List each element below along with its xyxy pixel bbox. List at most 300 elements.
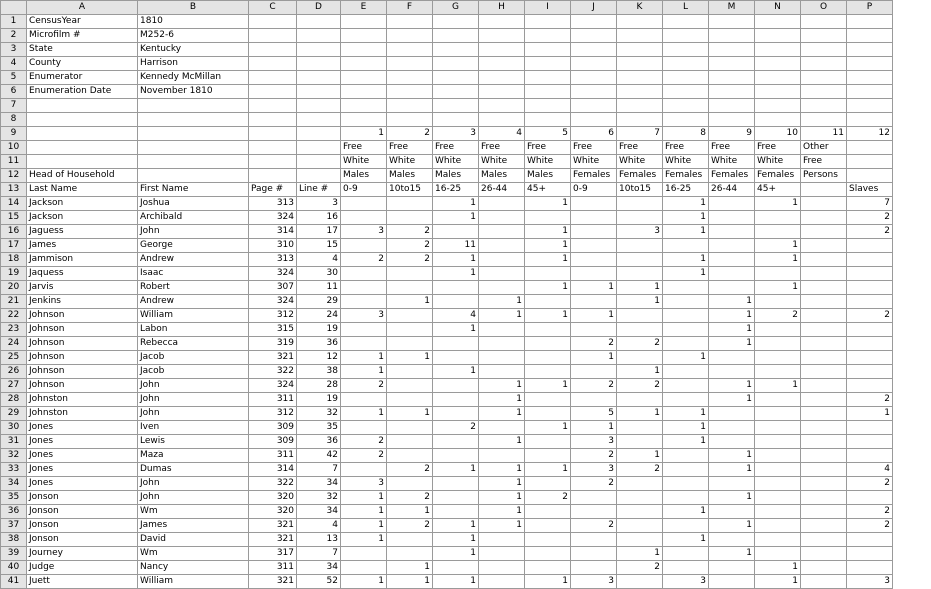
cell-f3[interactable] (387, 43, 433, 57)
cell-m27[interactable]: 1 (709, 379, 755, 393)
cell-k41[interactable] (617, 575, 663, 589)
cell-p18[interactable] (847, 253, 893, 267)
cell-g7[interactable] (433, 99, 479, 113)
cell-f40[interactable]: 1 (387, 561, 433, 575)
cell-m6[interactable] (709, 85, 755, 99)
cell-i18[interactable]: 1 (525, 253, 571, 267)
cell-c9[interactable] (249, 127, 297, 141)
cell-p38[interactable] (847, 533, 893, 547)
cell-j26[interactable] (571, 365, 617, 379)
column-header-d[interactable]: D (297, 1, 341, 15)
cell-b24[interactable]: Rebecca (138, 337, 249, 351)
cell-p16[interactable]: 2 (847, 225, 893, 239)
cell-b21[interactable]: Andrew (138, 295, 249, 309)
cell-b16[interactable]: John (138, 225, 249, 239)
cell-e7[interactable] (341, 99, 387, 113)
cell-f37[interactable]: 2 (387, 519, 433, 533)
cell-o24[interactable] (801, 337, 847, 351)
cell-p15[interactable]: 2 (847, 211, 893, 225)
cell-d10[interactable] (297, 141, 341, 155)
cell-c7[interactable] (249, 99, 297, 113)
cell-a6[interactable]: Enumeration Date (27, 85, 138, 99)
cell-k7[interactable] (617, 99, 663, 113)
cell-a15[interactable]: Jackson (27, 211, 138, 225)
cell-d13[interactable]: Line # (297, 183, 341, 197)
cell-f25[interactable]: 1 (387, 351, 433, 365)
cell-d27[interactable]: 28 (297, 379, 341, 393)
row-header[interactable]: 15 (1, 211, 27, 225)
cell-o39[interactable] (801, 547, 847, 561)
cell-p13[interactable]: Slaves (847, 183, 893, 197)
cell-a19[interactable]: Jaquess (27, 267, 138, 281)
cell-k40[interactable]: 2 (617, 561, 663, 575)
cell-a18[interactable]: Jammison (27, 253, 138, 267)
cell-m41[interactable] (709, 575, 755, 589)
cell-a14[interactable]: Jackson (27, 197, 138, 211)
cell-c13[interactable]: Page # (249, 183, 297, 197)
cell-i38[interactable] (525, 533, 571, 547)
row-header[interactable]: 26 (1, 365, 27, 379)
cell-c26[interactable]: 322 (249, 365, 297, 379)
cell-k23[interactable] (617, 323, 663, 337)
cell-f31[interactable] (387, 435, 433, 449)
cell-c8[interactable] (249, 113, 297, 127)
cell-e2[interactable] (341, 29, 387, 43)
cell-l15[interactable]: 1 (663, 211, 709, 225)
cell-f1[interactable] (387, 15, 433, 29)
cell-m20[interactable] (709, 281, 755, 295)
cell-p5[interactable] (847, 71, 893, 85)
cell-m33[interactable]: 1 (709, 463, 755, 477)
cell-k35[interactable] (617, 491, 663, 505)
cell-p32[interactable] (847, 449, 893, 463)
cell-k6[interactable] (617, 85, 663, 99)
cell-d9[interactable] (297, 127, 341, 141)
cell-c4[interactable] (249, 57, 297, 71)
cell-h26[interactable] (479, 365, 525, 379)
cell-n21[interactable] (755, 295, 801, 309)
cell-e6[interactable] (341, 85, 387, 99)
cell-e16[interactable]: 3 (341, 225, 387, 239)
cell-i16[interactable]: 1 (525, 225, 571, 239)
cell-c40[interactable]: 311 (249, 561, 297, 575)
cell-p10[interactable] (847, 141, 893, 155)
cell-k27[interactable]: 2 (617, 379, 663, 393)
cell-f29[interactable]: 1 (387, 407, 433, 421)
cell-i1[interactable] (525, 15, 571, 29)
cell-h41[interactable] (479, 575, 525, 589)
cell-g3[interactable] (433, 43, 479, 57)
cell-g29[interactable] (433, 407, 479, 421)
cell-a16[interactable]: Jaguess (27, 225, 138, 239)
column-header-g[interactable]: G (433, 1, 479, 15)
cell-e13[interactable]: 0-9 (341, 183, 387, 197)
cell-a4[interactable]: County (27, 57, 138, 71)
cell-h10[interactable]: Free (479, 141, 525, 155)
row-header[interactable]: 33 (1, 463, 27, 477)
cell-i5[interactable] (525, 71, 571, 85)
cell-i41[interactable]: 1 (525, 575, 571, 589)
cell-b29[interactable]: John (138, 407, 249, 421)
cell-a34[interactable]: Jones (27, 477, 138, 491)
cell-e41[interactable]: 1 (341, 575, 387, 589)
cell-d36[interactable]: 34 (297, 505, 341, 519)
row-header[interactable]: 37 (1, 519, 27, 533)
cell-m9[interactable]: 9 (709, 127, 755, 141)
row-header[interactable]: 35 (1, 491, 27, 505)
cell-b18[interactable]: Andrew (138, 253, 249, 267)
cell-j31[interactable]: 3 (571, 435, 617, 449)
cell-g31[interactable] (433, 435, 479, 449)
cell-o14[interactable] (801, 197, 847, 211)
row-header[interactable]: 13 (1, 183, 27, 197)
cell-h4[interactable] (479, 57, 525, 71)
cell-d12[interactable] (297, 169, 341, 183)
cell-g26[interactable]: 1 (433, 365, 479, 379)
cell-m4[interactable] (709, 57, 755, 71)
cell-i31[interactable] (525, 435, 571, 449)
row-header[interactable]: 39 (1, 547, 27, 561)
cell-f10[interactable]: Free (387, 141, 433, 155)
column-header-p[interactable]: P (847, 1, 893, 15)
cell-m16[interactable] (709, 225, 755, 239)
cell-b3[interactable]: Kentucky (138, 43, 249, 57)
cell-b8[interactable] (138, 113, 249, 127)
cell-g21[interactable] (433, 295, 479, 309)
cell-f8[interactable] (387, 113, 433, 127)
cell-c20[interactable]: 307 (249, 281, 297, 295)
cell-o36[interactable] (801, 505, 847, 519)
cell-o13[interactable] (801, 183, 847, 197)
cell-n19[interactable] (755, 267, 801, 281)
cell-j13[interactable]: 0-9 (571, 183, 617, 197)
cell-b6[interactable]: November 1810 (138, 85, 249, 99)
cell-j10[interactable]: Free (571, 141, 617, 155)
cell-i25[interactable] (525, 351, 571, 365)
column-header-i[interactable]: I (525, 1, 571, 15)
cell-g2[interactable] (433, 29, 479, 43)
cell-o20[interactable] (801, 281, 847, 295)
row-header[interactable]: 7 (1, 99, 27, 113)
cell-m8[interactable] (709, 113, 755, 127)
cell-a41[interactable]: Juett (27, 575, 138, 589)
cell-i32[interactable] (525, 449, 571, 463)
cell-h39[interactable] (479, 547, 525, 561)
cell-g32[interactable] (433, 449, 479, 463)
cell-h17[interactable] (479, 239, 525, 253)
cell-n29[interactable] (755, 407, 801, 421)
column-header-k[interactable]: K (617, 1, 663, 15)
cell-p27[interactable] (847, 379, 893, 393)
cell-f24[interactable] (387, 337, 433, 351)
cell-n31[interactable] (755, 435, 801, 449)
cell-d15[interactable]: 16 (297, 211, 341, 225)
cell-l39[interactable] (663, 547, 709, 561)
cell-n12[interactable]: Females (755, 169, 801, 183)
cell-e36[interactable]: 1 (341, 505, 387, 519)
cell-m32[interactable]: 1 (709, 449, 755, 463)
row-header[interactable]: 30 (1, 421, 27, 435)
cell-l30[interactable]: 1 (663, 421, 709, 435)
cell-i22[interactable]: 1 (525, 309, 571, 323)
cell-e5[interactable] (341, 71, 387, 85)
cell-d8[interactable] (297, 113, 341, 127)
row-header[interactable]: 22 (1, 309, 27, 323)
cell-a24[interactable]: Johnson (27, 337, 138, 351)
cell-c29[interactable]: 312 (249, 407, 297, 421)
cell-n6[interactable] (755, 85, 801, 99)
cell-b9[interactable] (138, 127, 249, 141)
cell-m18[interactable] (709, 253, 755, 267)
cell-g35[interactable] (433, 491, 479, 505)
cell-i14[interactable]: 1 (525, 197, 571, 211)
cell-a27[interactable]: Johnson (27, 379, 138, 393)
cell-e14[interactable] (341, 197, 387, 211)
cell-j25[interactable]: 1 (571, 351, 617, 365)
cell-d18[interactable]: 4 (297, 253, 341, 267)
cell-f13[interactable]: 10to15 (387, 183, 433, 197)
cell-d20[interactable]: 11 (297, 281, 341, 295)
cell-d7[interactable] (297, 99, 341, 113)
cell-j37[interactable]: 2 (571, 519, 617, 533)
row-header[interactable]: 40 (1, 561, 27, 575)
cell-d3[interactable] (297, 43, 341, 57)
cell-k37[interactable] (617, 519, 663, 533)
cell-o16[interactable] (801, 225, 847, 239)
cell-a29[interactable]: Johnston (27, 407, 138, 421)
cell-h19[interactable] (479, 267, 525, 281)
column-header-b[interactable]: B (138, 1, 249, 15)
cell-c15[interactable]: 324 (249, 211, 297, 225)
cell-c28[interactable]: 311 (249, 393, 297, 407)
cell-b11[interactable] (138, 155, 249, 169)
row-header[interactable]: 16 (1, 225, 27, 239)
cell-h6[interactable] (479, 85, 525, 99)
cell-b4[interactable]: Harrison (138, 57, 249, 71)
row-header[interactable]: 31 (1, 435, 27, 449)
row-header[interactable]: 21 (1, 295, 27, 309)
cell-o38[interactable] (801, 533, 847, 547)
row-header[interactable]: 3 (1, 43, 27, 57)
cell-m39[interactable]: 1 (709, 547, 755, 561)
cell-p21[interactable] (847, 295, 893, 309)
cell-h32[interactable] (479, 449, 525, 463)
cell-j12[interactable]: Females (571, 169, 617, 183)
cell-o26[interactable] (801, 365, 847, 379)
cell-l16[interactable]: 1 (663, 225, 709, 239)
cell-f38[interactable] (387, 533, 433, 547)
cell-l37[interactable] (663, 519, 709, 533)
cell-b28[interactable]: John (138, 393, 249, 407)
cell-p1[interactable] (847, 15, 893, 29)
cell-o35[interactable] (801, 491, 847, 505)
cell-h30[interactable] (479, 421, 525, 435)
cell-o22[interactable] (801, 309, 847, 323)
cell-o17[interactable] (801, 239, 847, 253)
cell-b13[interactable]: First Name (138, 183, 249, 197)
cell-g23[interactable]: 1 (433, 323, 479, 337)
cell-n25[interactable] (755, 351, 801, 365)
cell-o2[interactable] (801, 29, 847, 43)
cell-i33[interactable]: 1 (525, 463, 571, 477)
cell-k11[interactable]: White (617, 155, 663, 169)
cell-o21[interactable] (801, 295, 847, 309)
cell-b20[interactable]: Robert (138, 281, 249, 295)
cell-i27[interactable]: 1 (525, 379, 571, 393)
row-header[interactable]: 24 (1, 337, 27, 351)
cell-m10[interactable]: Free (709, 141, 755, 155)
cell-b30[interactable]: Iven (138, 421, 249, 435)
row-header[interactable]: 5 (1, 71, 27, 85)
row-header[interactable]: 23 (1, 323, 27, 337)
cell-a20[interactable]: Jarvis (27, 281, 138, 295)
cell-e24[interactable] (341, 337, 387, 351)
cell-p2[interactable] (847, 29, 893, 43)
cell-o15[interactable] (801, 211, 847, 225)
cell-g1[interactable] (433, 15, 479, 29)
cell-d26[interactable]: 38 (297, 365, 341, 379)
cell-g10[interactable]: Free (433, 141, 479, 155)
cell-o10[interactable]: Other (801, 141, 847, 155)
cell-a2[interactable]: Microfilm # (27, 29, 138, 43)
cell-f39[interactable] (387, 547, 433, 561)
cell-k22[interactable] (617, 309, 663, 323)
cell-e12[interactable]: Males (341, 169, 387, 183)
cell-a36[interactable]: Jonson (27, 505, 138, 519)
cell-f5[interactable] (387, 71, 433, 85)
cell-b31[interactable]: Lewis (138, 435, 249, 449)
cell-l19[interactable]: 1 (663, 267, 709, 281)
cell-b7[interactable] (138, 99, 249, 113)
cell-e15[interactable] (341, 211, 387, 225)
row-header[interactable]: 2 (1, 29, 27, 43)
cell-d33[interactable]: 7 (297, 463, 341, 477)
cell-n28[interactable] (755, 393, 801, 407)
cell-i34[interactable] (525, 477, 571, 491)
row-header[interactable]: 9 (1, 127, 27, 141)
cell-o28[interactable] (801, 393, 847, 407)
cell-d23[interactable]: 19 (297, 323, 341, 337)
cell-j5[interactable] (571, 71, 617, 85)
cell-l25[interactable]: 1 (663, 351, 709, 365)
cell-c30[interactable]: 309 (249, 421, 297, 435)
cell-c17[interactable]: 310 (249, 239, 297, 253)
cell-n27[interactable]: 1 (755, 379, 801, 393)
cell-g19[interactable]: 1 (433, 267, 479, 281)
cell-n32[interactable] (755, 449, 801, 463)
cell-m23[interactable]: 1 (709, 323, 755, 337)
cell-b32[interactable]: Maza (138, 449, 249, 463)
cell-o30[interactable] (801, 421, 847, 435)
cell-e37[interactable]: 1 (341, 519, 387, 533)
cell-o8[interactable] (801, 113, 847, 127)
cell-g22[interactable]: 4 (433, 309, 479, 323)
row-header[interactable]: 41 (1, 575, 27, 589)
cell-g34[interactable] (433, 477, 479, 491)
cell-m19[interactable] (709, 267, 755, 281)
cell-a7[interactable] (27, 99, 138, 113)
cell-d40[interactable]: 34 (297, 561, 341, 575)
cell-n22[interactable]: 2 (755, 309, 801, 323)
cell-j8[interactable] (571, 113, 617, 127)
cell-m17[interactable] (709, 239, 755, 253)
cell-a22[interactable]: Johnson (27, 309, 138, 323)
cell-n37[interactable] (755, 519, 801, 533)
cell-n9[interactable]: 10 (755, 127, 801, 141)
cell-p22[interactable]: 2 (847, 309, 893, 323)
cell-n30[interactable] (755, 421, 801, 435)
cell-p39[interactable] (847, 547, 893, 561)
cell-f28[interactable] (387, 393, 433, 407)
row-header[interactable]: 19 (1, 267, 27, 281)
cell-m7[interactable] (709, 99, 755, 113)
cell-k29[interactable]: 1 (617, 407, 663, 421)
cell-b5[interactable]: Kennedy McMillan (138, 71, 249, 85)
cell-j7[interactable] (571, 99, 617, 113)
cell-f12[interactable]: Males (387, 169, 433, 183)
cell-i21[interactable] (525, 295, 571, 309)
cell-c25[interactable]: 321 (249, 351, 297, 365)
cell-l31[interactable]: 1 (663, 435, 709, 449)
cell-l6[interactable] (663, 85, 709, 99)
cell-c27[interactable]: 324 (249, 379, 297, 393)
cell-d4[interactable] (297, 57, 341, 71)
cell-f23[interactable] (387, 323, 433, 337)
column-header-h[interactable]: H (479, 1, 525, 15)
cell-o7[interactable] (801, 99, 847, 113)
cell-j35[interactable] (571, 491, 617, 505)
cell-n5[interactable] (755, 71, 801, 85)
row-header[interactable]: 14 (1, 197, 27, 211)
cell-l24[interactable] (663, 337, 709, 351)
cell-a28[interactable]: Johnston (27, 393, 138, 407)
cell-l29[interactable]: 1 (663, 407, 709, 421)
cell-b37[interactable]: James (138, 519, 249, 533)
cell-g30[interactable]: 2 (433, 421, 479, 435)
cell-n16[interactable] (755, 225, 801, 239)
cell-a17[interactable]: James (27, 239, 138, 253)
cell-p26[interactable] (847, 365, 893, 379)
cell-l11[interactable]: White (663, 155, 709, 169)
cell-k9[interactable]: 7 (617, 127, 663, 141)
cell-p4[interactable] (847, 57, 893, 71)
cell-c11[interactable] (249, 155, 297, 169)
cell-n24[interactable] (755, 337, 801, 351)
cell-a9[interactable] (27, 127, 138, 141)
cell-i37[interactable] (525, 519, 571, 533)
cell-j36[interactable] (571, 505, 617, 519)
cell-d41[interactable]: 52 (297, 575, 341, 589)
cell-k32[interactable]: 1 (617, 449, 663, 463)
cell-e8[interactable] (341, 113, 387, 127)
column-header-n[interactable]: N (755, 1, 801, 15)
cell-l33[interactable] (663, 463, 709, 477)
cell-d24[interactable]: 36 (297, 337, 341, 351)
cell-e29[interactable]: 1 (341, 407, 387, 421)
cell-k14[interactable] (617, 197, 663, 211)
column-header-j[interactable]: J (571, 1, 617, 15)
cell-j11[interactable]: White (571, 155, 617, 169)
cell-a10[interactable] (27, 141, 138, 155)
cell-m34[interactable] (709, 477, 755, 491)
row-header[interactable]: 17 (1, 239, 27, 253)
cell-d22[interactable]: 24 (297, 309, 341, 323)
cell-f16[interactable]: 2 (387, 225, 433, 239)
cell-j18[interactable] (571, 253, 617, 267)
cell-c2[interactable] (249, 29, 297, 43)
cell-d5[interactable] (297, 71, 341, 85)
column-header-c[interactable]: C (249, 1, 297, 15)
